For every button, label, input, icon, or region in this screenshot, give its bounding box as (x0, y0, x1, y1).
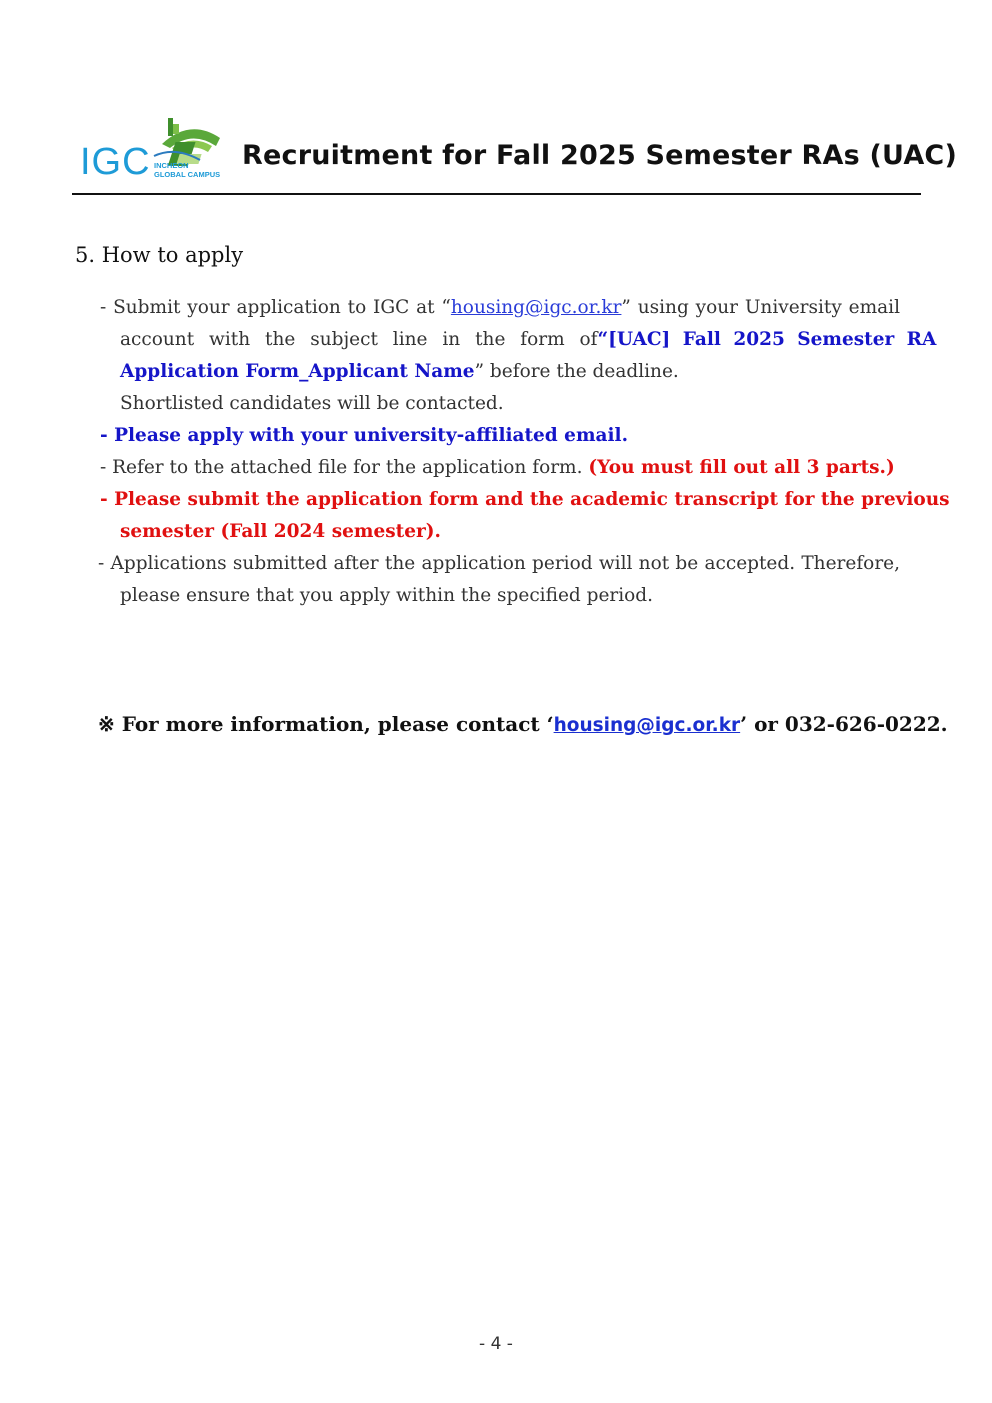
document-header (72, 112, 957, 194)
email-link[interactable]: housing@igc.or.kr (450, 297, 622, 318)
header-divider (72, 193, 921, 195)
instruction-line (120, 356, 679, 388)
logo-subtitle-global-campus: GLOBAL CAMPUS (154, 170, 221, 179)
page-number: - 4 - (479, 1334, 513, 1354)
logo-subtitle-incheon: INCHEON (154, 161, 189, 170)
contact-prefix: ※ For more information, please contact ‘ (98, 712, 554, 736)
instruction-text: - Refer to the attached file for the application form. (100, 457, 583, 478)
page-title: Recruitment for Fall 2025 Semester RAs (UAC) (242, 140, 957, 171)
logo-wordmark: IGC (80, 141, 151, 183)
igc-logo (80, 116, 230, 184)
instruction-line: - Please submit the application form and the academic transcript for the previous (100, 489, 950, 510)
instruction-text: ” before the deadline. (474, 361, 679, 382)
contact-email-link[interactable]: housing@igc.or.kr (553, 715, 741, 736)
subject-line-text: Application Form_Applicant Name (120, 361, 475, 382)
section-heading: 5. How to apply (75, 243, 244, 267)
instruction-line: - Applications submitted after the application period will not be accepted. Therefore, (98, 553, 900, 574)
instruction-line: please ensure that you apply within the specified period. (120, 585, 654, 606)
instruction-text: - Submit your application to IGC at “ (100, 297, 451, 318)
warning-text: (You must fill out all 3 parts.) (588, 457, 895, 478)
instruction-line: semester (Fall 2024 semester). (120, 521, 441, 542)
igc-logo-graphic (80, 116, 230, 184)
instruction-line (120, 324, 937, 356)
contact-suffix: ’ or 032-626-0222. (740, 712, 948, 736)
instruction-line: Shortlisted candidates will be contacted. (120, 393, 504, 414)
instruction-text: ” using your University email (621, 297, 900, 318)
contact-note (98, 708, 948, 742)
instruction-line (100, 292, 900, 324)
instruction-line (100, 452, 895, 484)
instruction-text: account with the subject line in the form of (120, 329, 598, 350)
instruction-line: - Please apply with your university-affiliated email. (100, 425, 629, 446)
subject-line-text: “[UAC] Fall 2025 Semester RA (597, 329, 937, 350)
